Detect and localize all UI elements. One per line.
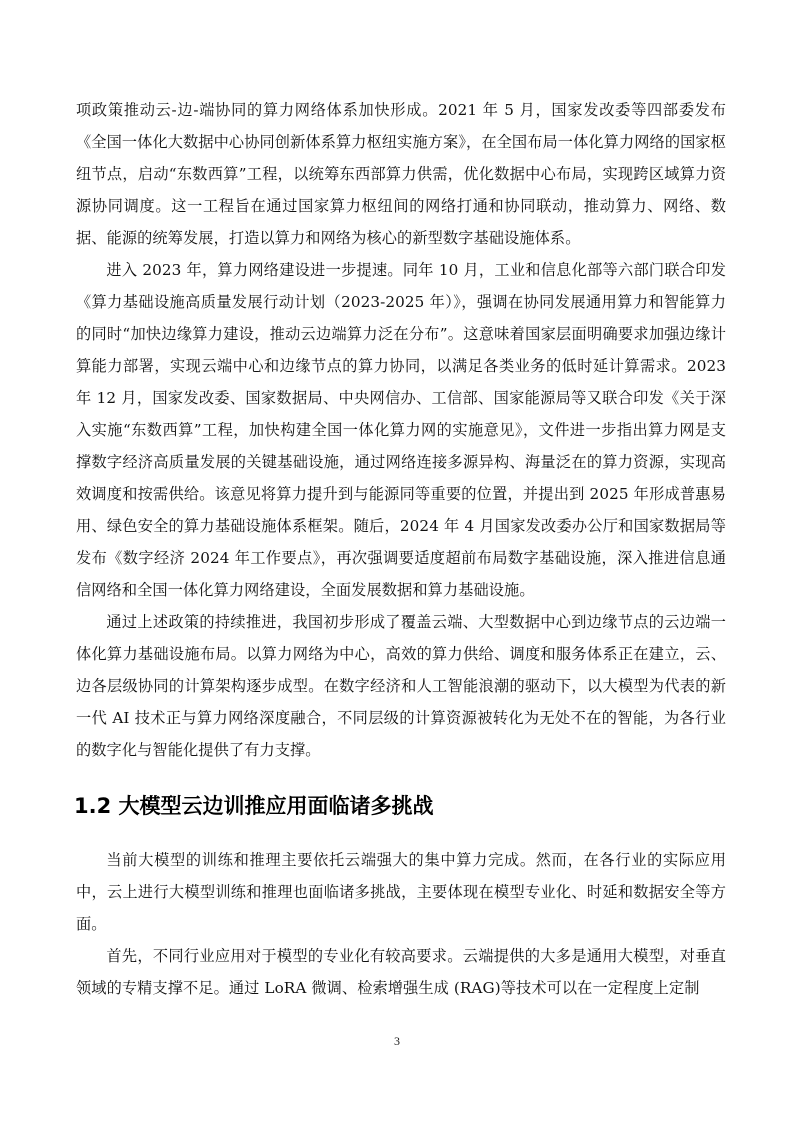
section-heading: 1.2 大模型云边训推应用面临诸多挑战 (74, 794, 434, 818)
body-paragraph: 通过上述政策的持续推进，我国初步形成了覆盖云端、大型数据中心到边缘节点的云边端一体化算力基础设施布局。以算力网络为中心，高效的算力供给、调度和服务体系正在建立，云、边各层级协同的计算架构逐步成型。在数字经济和人工智能浪潮的驱动下，以大模型为代表的新一代 AI 技术正与算力网络深度融合，不同层级的计算资源被转化为无处不在的智能，为各行业的数字化与智能化提供了有力支撑。 (76, 613, 726, 759)
body-paragraph: 当前大模型的训练和推理主要依托云端强大的集中算力完成。然而，在各行业的实际应用中，云上进行大模型训练和推理也面临诸多挑战，主要体现在模型专业化、时延和数据安全等方面。 (76, 851, 726, 933)
body-paragraph: 项政策推动云-边-端协同的算力网络体系加快形成。2021 年 5 月，国家发改委等四部委发布《全国一体化大数据中心协同创新体系算力枢纽实施方案》，在全国布局一体化算力网络的国家枢纽节点，启动“东数西算”工程，以统筹东西部算力供需，优化数据中心布局，实现跨区域算力资源协同调度。这一工程旨在通过国家算力枢纽间的网络打通和协同联动，推动算力、网络、数据、能源的统筹发展，打造以算力和网络为核心的新型数字基础设施体系。 (76, 101, 726, 247)
body-paragraph: 首先，不同行业应用对于模型的专业化有较高要求。云端提供的大多是通用大模型，对垂直领域的专精支撑不足。通过 LoRA 微调、检索增强生成 (RAG)等技术可以在一定程度上定制 (76, 947, 726, 997)
document-page (76, 94, 726, 1004)
body-paragraph: 进入 2023 年，算力网络建设进一步提速。同年 10 月，工业和信息化部等六部门联合印发《算力基础设施高质量发展行动计划（2023-2025 年）》，强调在协同发展通用算力和智能算力的同时“加快边缘算力建设，推动云边端算力泛在分布”。这意味着国家层面明确要求加强边缘计算能力部署，实现云端中心和边缘节点的算力协同，以满足各类业务的低时延计算需求。2023 年 12 月，国家发改委、国家数据局、中央网信办、工信部、国家能源局等又联合印发《关于深入实施“东数西算”工程，加快构建全国一体化算力网的实施意见》，文件进一步指出算力网是支撑数字经济高质量发展的关键基础设施，通过网络连接多源异构、海量泛在的算力资源，实现高效调度和按需供给。该意见将算力提升到与能源同等重要的位置，并提出到 2025 年形成普惠易用、绿色安全的算力基础设施体系框架。随后，2024 年 4 月国家发改委办公厅和国家数据局等发布《数字经济 2024 年工作要点》，再次强调要适度超前布局数字基础设施，深入推进信息通信网络和全国一体化算力网络建设，全面发展数据和算力基础设施。 (76, 261, 726, 599)
page-number: 3 (394, 1034, 400, 1048)
